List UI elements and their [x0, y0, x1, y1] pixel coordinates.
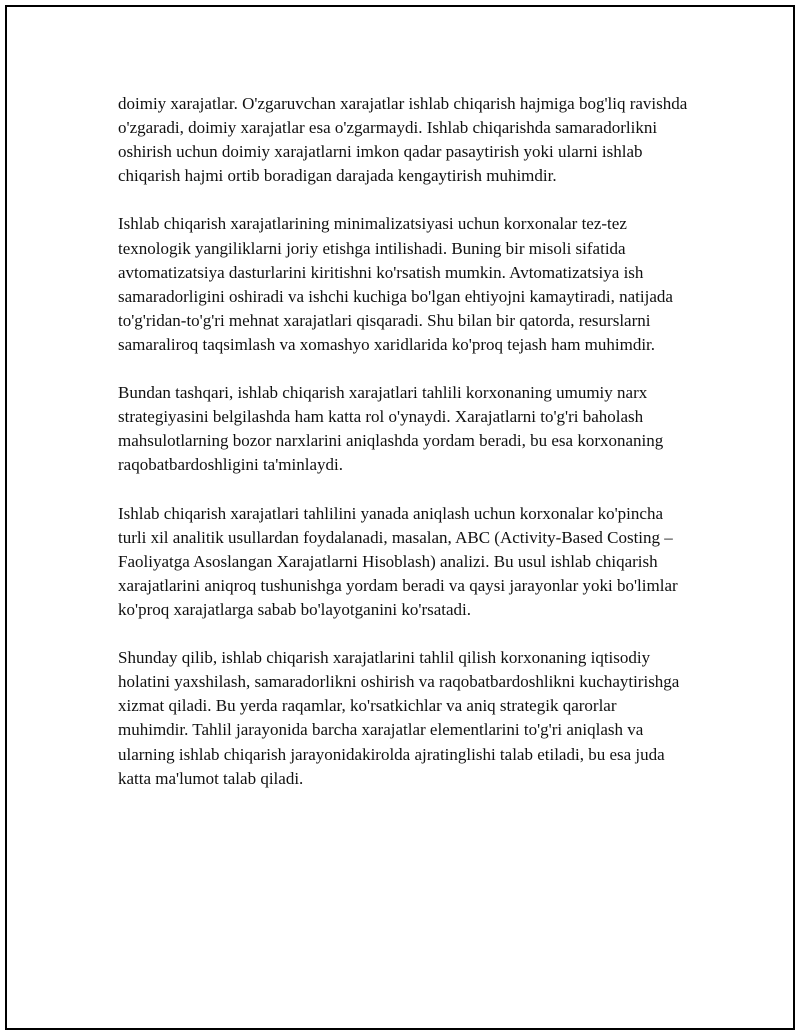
paragraph: Ishlab chiqarish xarajatlarining minimalizatsiyasi uchun korxonalar tez-tez texnologik yangiliklarni joriy etishga intilishadi. Buning bir misoli sifatida avtomatizatsiya dasturlarini kiritishni ko'rsatish mumkin. Avtomatizatsiya ish samaradorligini oshiradi va ishchi kuchiga bo'lgan ehtiyojni kamaytiradi, natijada to'g'ridan-to'g'ri mehnat xarajatlari qisqaradi. Shu bilan bir qatorda, resurslarni samaraliroq taqsimlash va xomashyo xaridlarida ko'proq tejash ham muhimdir. — [118, 214, 673, 354]
paragraph: Ishlab chiqarish xarajatlari tahlilini yanada aniqlash uchun korxonalar ko'pincha turli xil analitik usullardan foydalanadi, masalan, ABC (Activity-Based Costing – Faoliyatga Asoslangan Xarajatlarni Hisoblash) analizi. Bu usul ishlab chiqarish xarajatlarini aniqroq tushunishga yordam beradi va qaysi jarayonlar yoki bo'limlar ko'proq xarajatlarga sabab bo'layotganini ko'rsatadi. — [118, 503, 678, 619]
document-body — [118, 92, 688, 815]
paragraph: Bundan tashqari, ishlab chiqarish xarajatlari tahlili korxonaning umumiy narx strategiyasini belgilashda ham katta rol o'ynaydi. Xarajatlarni to'g'ri baholash mahsulotlarning bozor narxlarini aniqlashda yordam beradi, bu esa korxonaning raqobatbardoshligini ta'minlaydi. — [118, 383, 664, 475]
paragraph: Shunday qilib, ishlab chiqarish xarajatlarini tahlil qilish korxonaning iqtisodiy holatini yaxshilash, samaradorlikni oshirish va raqobatbardoshlikni kuchaytirishga xizmat qiladi. Bu yerda raqamlar, ko'rsatkichlar va aniq strategik qarorlar muhimdir. Tahlil jarayonida barcha xarajatlar elementlarini to'g'ri aniqlash va ularning ishlab chiqarish jarayonidakirolda ajratinglishi talab etiladi, bu esa juda katta ma'lumot talab qiladi. — [118, 648, 680, 788]
paragraph: doimiy xarajatlar. O'zgaruvchan xarajatlar ishlab chiqarish hajmiga bog'liq ravishda o'zgaradi, doimiy xarajatlar esa o'zgarmaydi. Ishlab chiqarishda samaradorlikni oshirish uchun doimiy xarajatlarni imkon qadar pasaytirish yoki ularni ishlab chiqarish hajmi ortib boradigan darajada kengaytirish muhimdir. — [118, 94, 688, 186]
